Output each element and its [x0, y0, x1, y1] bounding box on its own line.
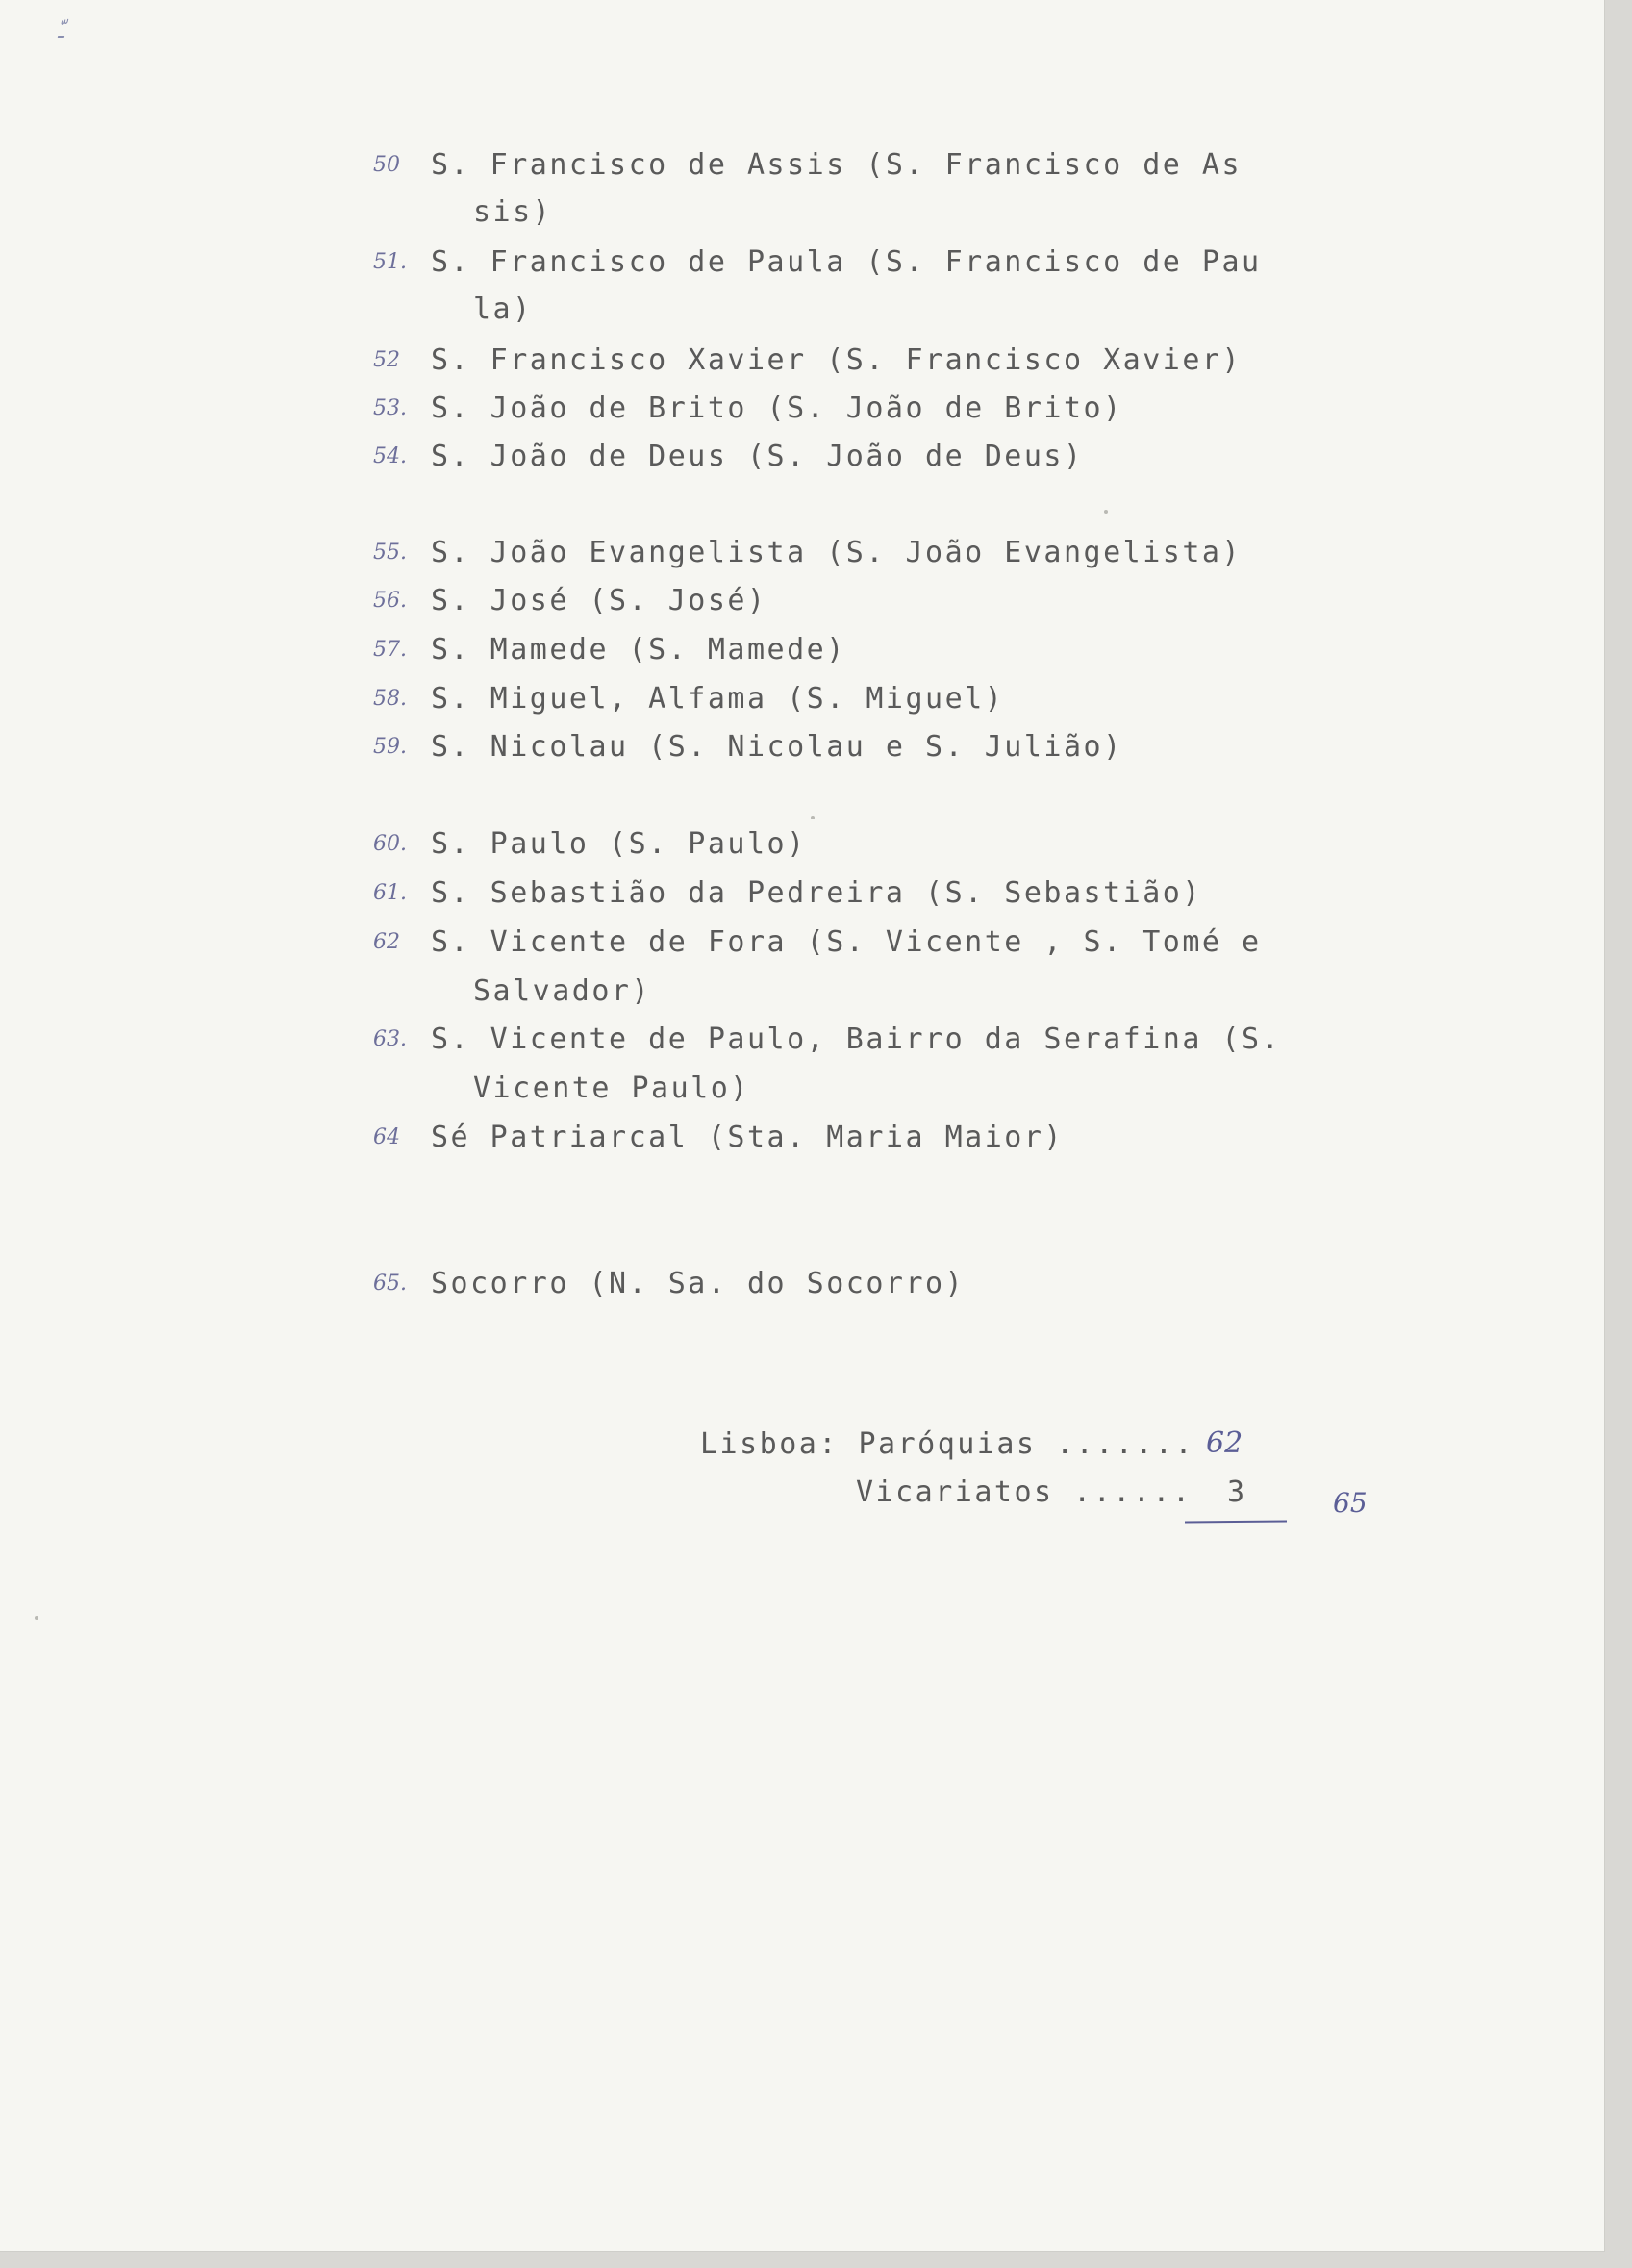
entry-number: 63.: [373, 1027, 407, 1051]
vicariates-total-label: Vicariatos ......: [856, 1475, 1193, 1509]
entry-text: S. Sebastião da Pedreira (S. Sebastião): [431, 876, 1202, 910]
entry-text: S. João Evangelista (S. João Evangelista): [431, 536, 1243, 569]
parish-entry: [0, 723, 1346, 771]
entry-text: S. Mamede (S. Mamede): [431, 633, 846, 667]
paper-speck: [35, 1616, 38, 1620]
vicariates-total-value: 3: [1227, 1475, 1247, 1509]
parish-entry: [0, 1114, 1346, 1162]
entry-number: 55.: [373, 541, 407, 565]
entry-text: S. João de Brito (S. João de Brito): [431, 391, 1123, 425]
handwritten-total: 65: [1333, 1487, 1368, 1519]
entry-text: S. Francisco de Assis (S. Francisco de As: [431, 148, 1243, 182]
parish-entry: [0, 577, 1346, 625]
entry-number: 60.: [373, 832, 407, 856]
parish-entry: [0, 529, 1346, 577]
corner-mark: ـّ: [58, 19, 64, 43]
parish-entry: [0, 433, 1346, 481]
entry-number: 52: [373, 348, 400, 372]
parish-entry: [0, 385, 1346, 433]
entry-text: S. Nicolau (S. Nicolau e S. Julião): [431, 730, 1123, 764]
entry-text: S. José (S. José): [431, 584, 767, 617]
entry-number: 64: [373, 1125, 400, 1149]
entry-number: 62: [373, 930, 400, 954]
entry-number: 54.: [373, 444, 407, 468]
sum-underline: [1185, 1520, 1287, 1523]
entry-text: Sé Patriarcal (Sta. Maria Maior): [431, 1121, 1064, 1154]
entry-continuation: Vicente Paulo): [473, 1071, 750, 1105]
entry-number: 61.: [373, 881, 407, 905]
paper-speck: [811, 816, 815, 819]
entry-number: 59.: [373, 735, 407, 759]
entry-number: 50: [373, 153, 400, 177]
entry-text: S. Miguel, Alfama (S. Miguel): [431, 682, 1005, 716]
paper-speck: [1104, 510, 1108, 514]
entry-text: S. Vicente de Paulo, Bairro da Serafina (S.: [431, 1022, 1282, 1056]
entry-text: S. João de Deus (S. João de Deus): [431, 440, 1084, 473]
parish-entry: [0, 337, 1346, 385]
parish-entry: [0, 141, 1346, 238]
entry-text: S. Francisco Xavier (S. Francisco Xavier): [431, 343, 1243, 377]
parish-entry: [0, 626, 1346, 674]
entry-text: Socorro (N. Sa. do Socorro): [431, 1267, 966, 1300]
parish-entry: [0, 869, 1346, 918]
entry-number: 57.: [373, 638, 407, 662]
entry-number: 51.: [373, 250, 407, 274]
parish-entry: [0, 239, 1346, 335]
entry-continuation: la): [473, 292, 533, 326]
parishes-total-value: 62: [1206, 1426, 1243, 1460]
entry-text: S. Francisco de Paula (S. Francisco de Pau: [431, 245, 1262, 279]
entry-text: S. Vicente de Fora (S. Vicente , S. Tomé e: [431, 925, 1262, 959]
entry-continuation: sis): [473, 195, 553, 229]
parish-entry: [0, 1016, 1346, 1112]
parish-entry: [0, 820, 1346, 869]
entry-number: 56.: [373, 589, 407, 613]
entry-number: 58.: [373, 687, 407, 711]
entry-text: S. Paulo (S. Paulo): [431, 827, 807, 861]
parish-entry: [0, 675, 1346, 723]
entry-number: 65.: [373, 1272, 407, 1296]
entry-number: 53.: [373, 396, 407, 420]
entry-continuation: Salvador): [473, 974, 652, 1008]
parishes-total-label: Lisboa: Paróquias .......: [700, 1427, 1195, 1461]
parish-entry: [0, 919, 1346, 1015]
parish-entry: [0, 1260, 1346, 1308]
